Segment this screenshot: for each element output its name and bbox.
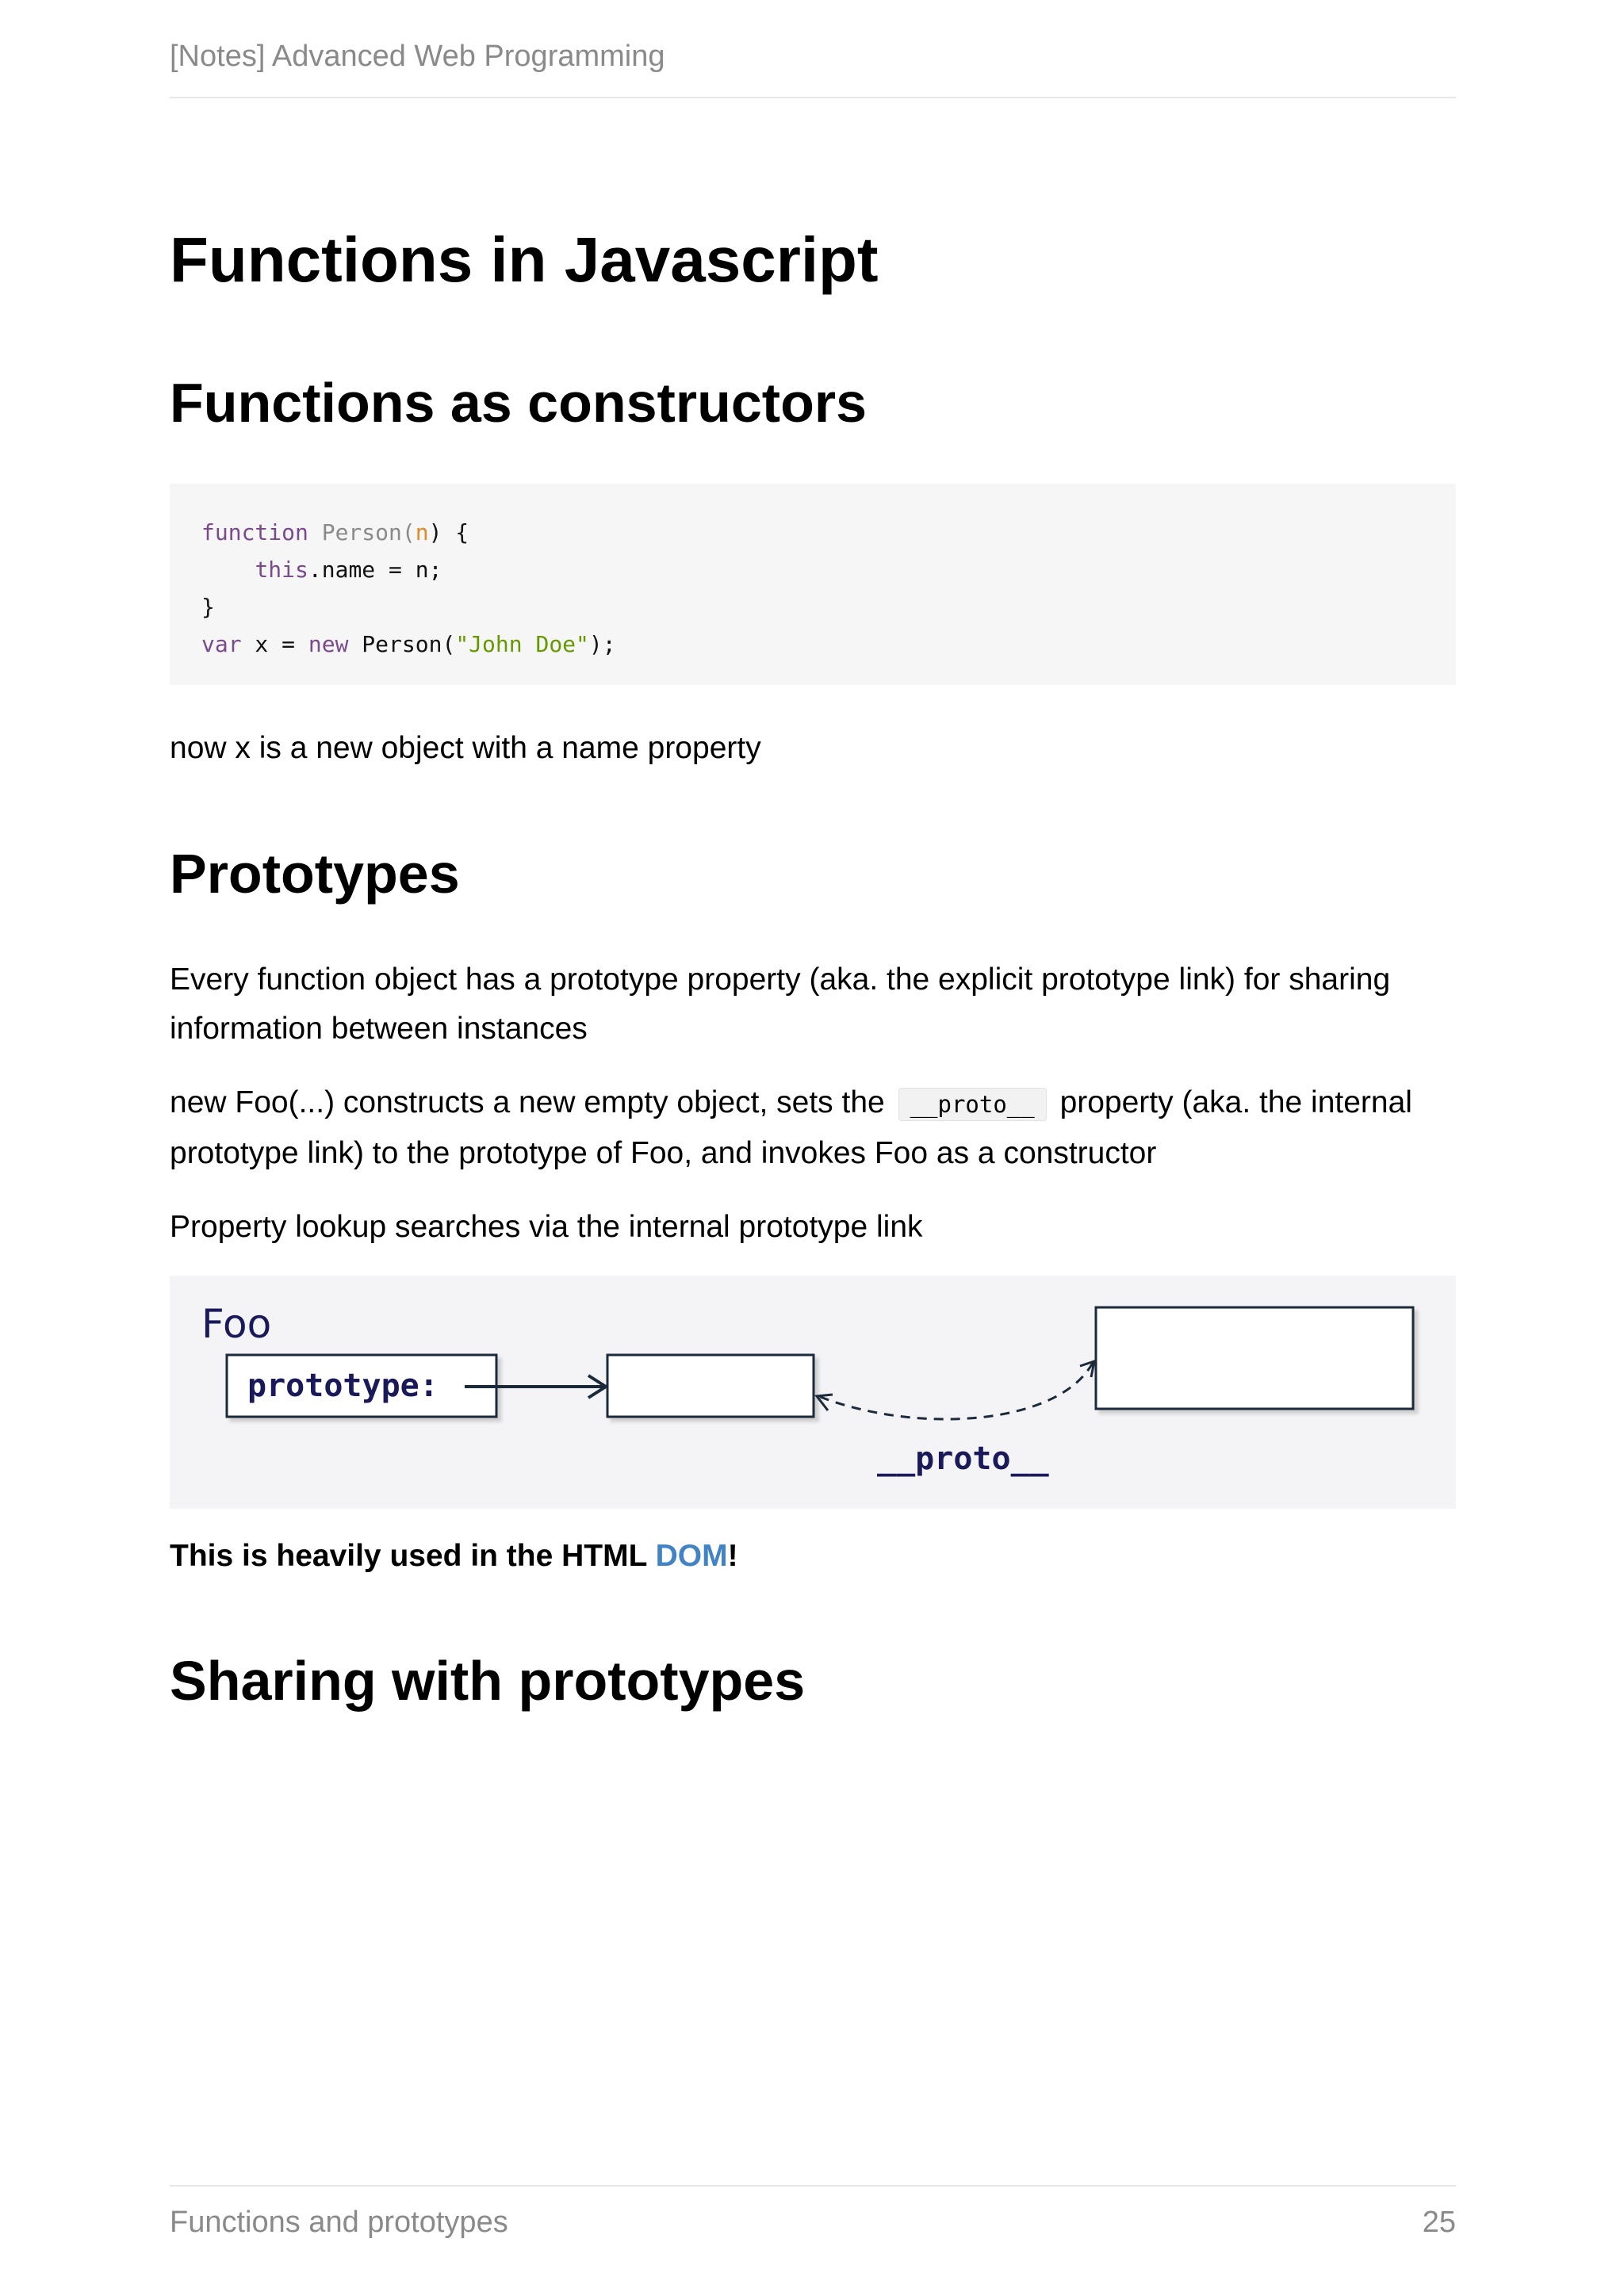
- code-keyword: this: [255, 557, 308, 583]
- code-punct: ) {: [428, 519, 469, 545]
- proto-link-arrowhead: [817, 1395, 833, 1410]
- code-block: [170, 484, 1456, 685]
- footer-chapter: Functions and prototypes: [170, 2206, 508, 2239]
- running-header: [Notes] Advanced Web Programming: [170, 40, 665, 73]
- proto-label: __proto__: [877, 1441, 1049, 1477]
- lookup-paragraph: Property lookup searches via the internal prototype link: [170, 1210, 923, 1244]
- code-indent: [201, 557, 255, 583]
- header-divider: [170, 97, 1456, 98]
- code-text: );: [588, 631, 616, 657]
- footer-divider: [170, 2185, 1456, 2187]
- code-punct: (: [401, 519, 416, 545]
- code-keyword: var: [201, 631, 242, 657]
- dom-emphasis: [170, 1532, 1456, 1581]
- prototype-diagram-svg: [170, 1276, 1456, 1509]
- constructor-note: now x is a new object with a name property: [170, 731, 761, 765]
- code-keyword: new: [308, 631, 349, 657]
- emphasis-text: !: [727, 1539, 738, 1573]
- page-title: Functions in Javascript: [170, 224, 879, 295]
- code-function-name: Person: [321, 519, 402, 545]
- code-text: .name = n;: [308, 557, 442, 583]
- code-param: n: [415, 519, 429, 545]
- prototype-label: prototype:: [247, 1368, 439, 1404]
- prototype-diagram: [170, 1276, 1456, 1509]
- new-foo-paragraph: [170, 1078, 1456, 1178]
- prototype-paragraph: Every function object has a prototype property (aka. the explicit prototype link) for sharing information between instances: [170, 962, 1391, 1046]
- code-string: "John Doe": [455, 631, 589, 657]
- instance-object-box: [1096, 1307, 1413, 1409]
- section-heading-constructors: Functions as constructors: [170, 372, 868, 434]
- dom-link[interactable]: DOM: [655, 1539, 728, 1573]
- paragraph-text: property (aka. the internal prototype link) to the prototype of Foo, and invokes Foo as a constructor: [170, 1085, 1412, 1170]
- code-text: }: [201, 594, 215, 620]
- inline-code-proto: __proto__: [898, 1088, 1047, 1121]
- paragraph-text: new Foo(...) constructs a new empty object, sets the: [170, 1085, 885, 1119]
- section-heading-sharing: Sharing with prototypes: [170, 1650, 806, 1712]
- emphasis-text: This is heavily used in the HTML: [170, 1539, 656, 1573]
- code-text: Person(: [348, 631, 456, 657]
- code-keyword: function: [201, 519, 308, 545]
- proto-link-curve: [818, 1363, 1093, 1419]
- code-text: x =: [241, 631, 308, 657]
- page-number: 25: [1422, 2206, 1456, 2239]
- prototype-object-box: [607, 1355, 814, 1417]
- section-heading-prototypes: Prototypes: [170, 843, 460, 905]
- foo-label: Foo: [201, 1301, 272, 1347]
